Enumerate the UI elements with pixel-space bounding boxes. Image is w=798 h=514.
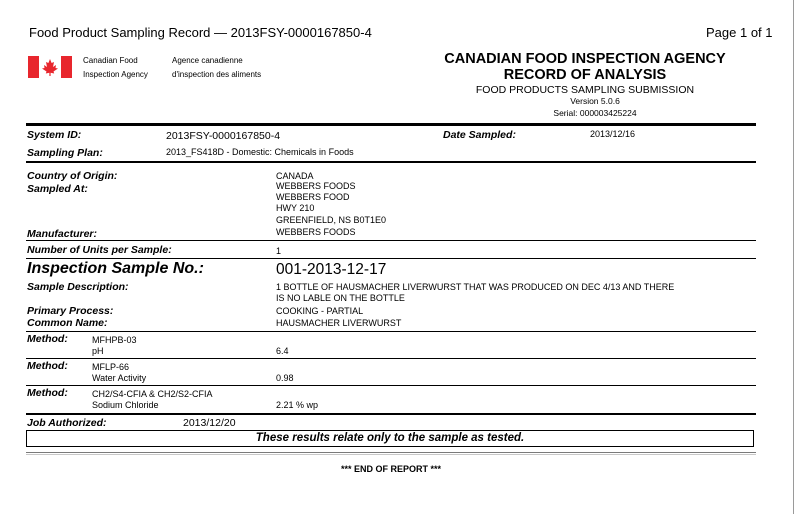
sampled-at-label: Sampled At: [27,183,88,195]
method-label: Method: [27,333,68,345]
sampling-plan-label: Sampling Plan: [27,147,103,159]
method-rule [26,358,756,359]
canada-flag-icon [28,56,72,78]
disclaimer-box [26,430,754,447]
inspection-sample-label: Inspection Sample No.: [27,260,204,277]
method-rule [26,385,756,386]
sample-description-line-2: IS NO LABLE ON THE BOTTLE [276,293,405,303]
method-parameter: Water Activity [92,373,147,383]
job-authorized-value: 2013/12/20 [183,417,236,429]
footer-rule-shadow [26,454,756,455]
inspection-sample-value: 001-2013-12-17 [276,261,387,278]
sampled-at-line-2: WEBBERS FOOD [276,192,350,202]
method-parameter: Sodium Chloride [92,400,159,410]
document-title: Food Product Sampling Record — 2013FSY-0000167850-4 [29,25,372,40]
method-result: 0.98 [276,373,294,383]
page-indicator: Page 1 of 1 [706,25,773,40]
manufacturer-value: WEBBERS FOODS [276,227,356,237]
method-code: MFLP-66 [92,362,130,372]
sample-description-line-1: 1 BOTTLE OF HAUSMACHER LIVERWURST THAT WAS PRODUCED ON DEC 4/13 AND THERE [276,282,675,292]
sampled-at-line-3: HWY 210 [276,203,315,213]
method-result: 6.4 [276,346,289,356]
sampling-plan-value: 2013_FS418D - Domestic: Chemicals in Foods [166,147,354,157]
common-name-label: Common Name: [27,317,108,329]
method-label: Method: [27,387,68,399]
agency-title: CANADIAN FOOD INSPECTION AGENCY [444,51,726,67]
method-result: 2.21 % wp [276,400,319,410]
right-edge-border [793,0,794,514]
primary-process-value: COOKING - PARTIAL [276,306,364,316]
units-rule [26,258,756,259]
footer-rule [26,452,756,453]
plan-rule [26,161,756,163]
method-label: Method: [27,360,68,372]
common-name-value: HAUSMACHER LIVERWURST [276,318,402,328]
date-sampled-value: 2013/12/16 [590,129,636,139]
org-name-french: Agence canadienne d'inspection des aliments [172,56,262,79]
system-id-value: 2013FSY-0000167850-4 [166,130,281,142]
country-of-origin-value: CANADA [276,171,314,181]
method-parameter: pH [92,346,104,356]
manufacturer-label: Manufacturer: [27,228,98,240]
serial-text: Serial: 000003425224 [553,108,637,118]
submission-title: FOOD PRODUCTS SAMPLING SUBMISSION [475,84,695,96]
header-rule [26,123,756,126]
method-code: CH2/S4-CFIA & CH2/S2-CFIA [92,389,213,399]
sample-description-label: Sample Description: [27,281,129,293]
disclaimer-text: These results relate only to the sample as tested. [255,432,525,444]
method-code: MFHPB-03 [92,335,137,345]
date-sampled-label: Date Sampled: [443,129,516,141]
methods-end-rule [26,413,756,415]
job-authorized-label: Job Authorized: [27,417,107,429]
units-per-sample-value: 1 [276,246,282,256]
units-per-sample-label: Number of Units per Sample: [27,244,172,256]
sampled-at-line-1: WEBBERS FOODS [276,181,356,191]
end-of-report: *** END OF REPORT *** [340,464,442,474]
org-name-english: Canadian Food Inspection Agency [83,56,148,79]
primary-process-label: Primary Process: [27,305,114,317]
record-title: RECORD OF ANALYSIS [503,67,667,83]
common-name-rule [26,331,756,332]
origin-rule [26,240,756,241]
country-of-origin-label: Country of Origin: [27,170,118,182]
system-id-label: System ID: [27,129,82,141]
version-text: Version 5.0.6 [570,96,620,106]
sampled-at-line-4: GREENFIELD, NS B0T1E0 [276,215,387,225]
